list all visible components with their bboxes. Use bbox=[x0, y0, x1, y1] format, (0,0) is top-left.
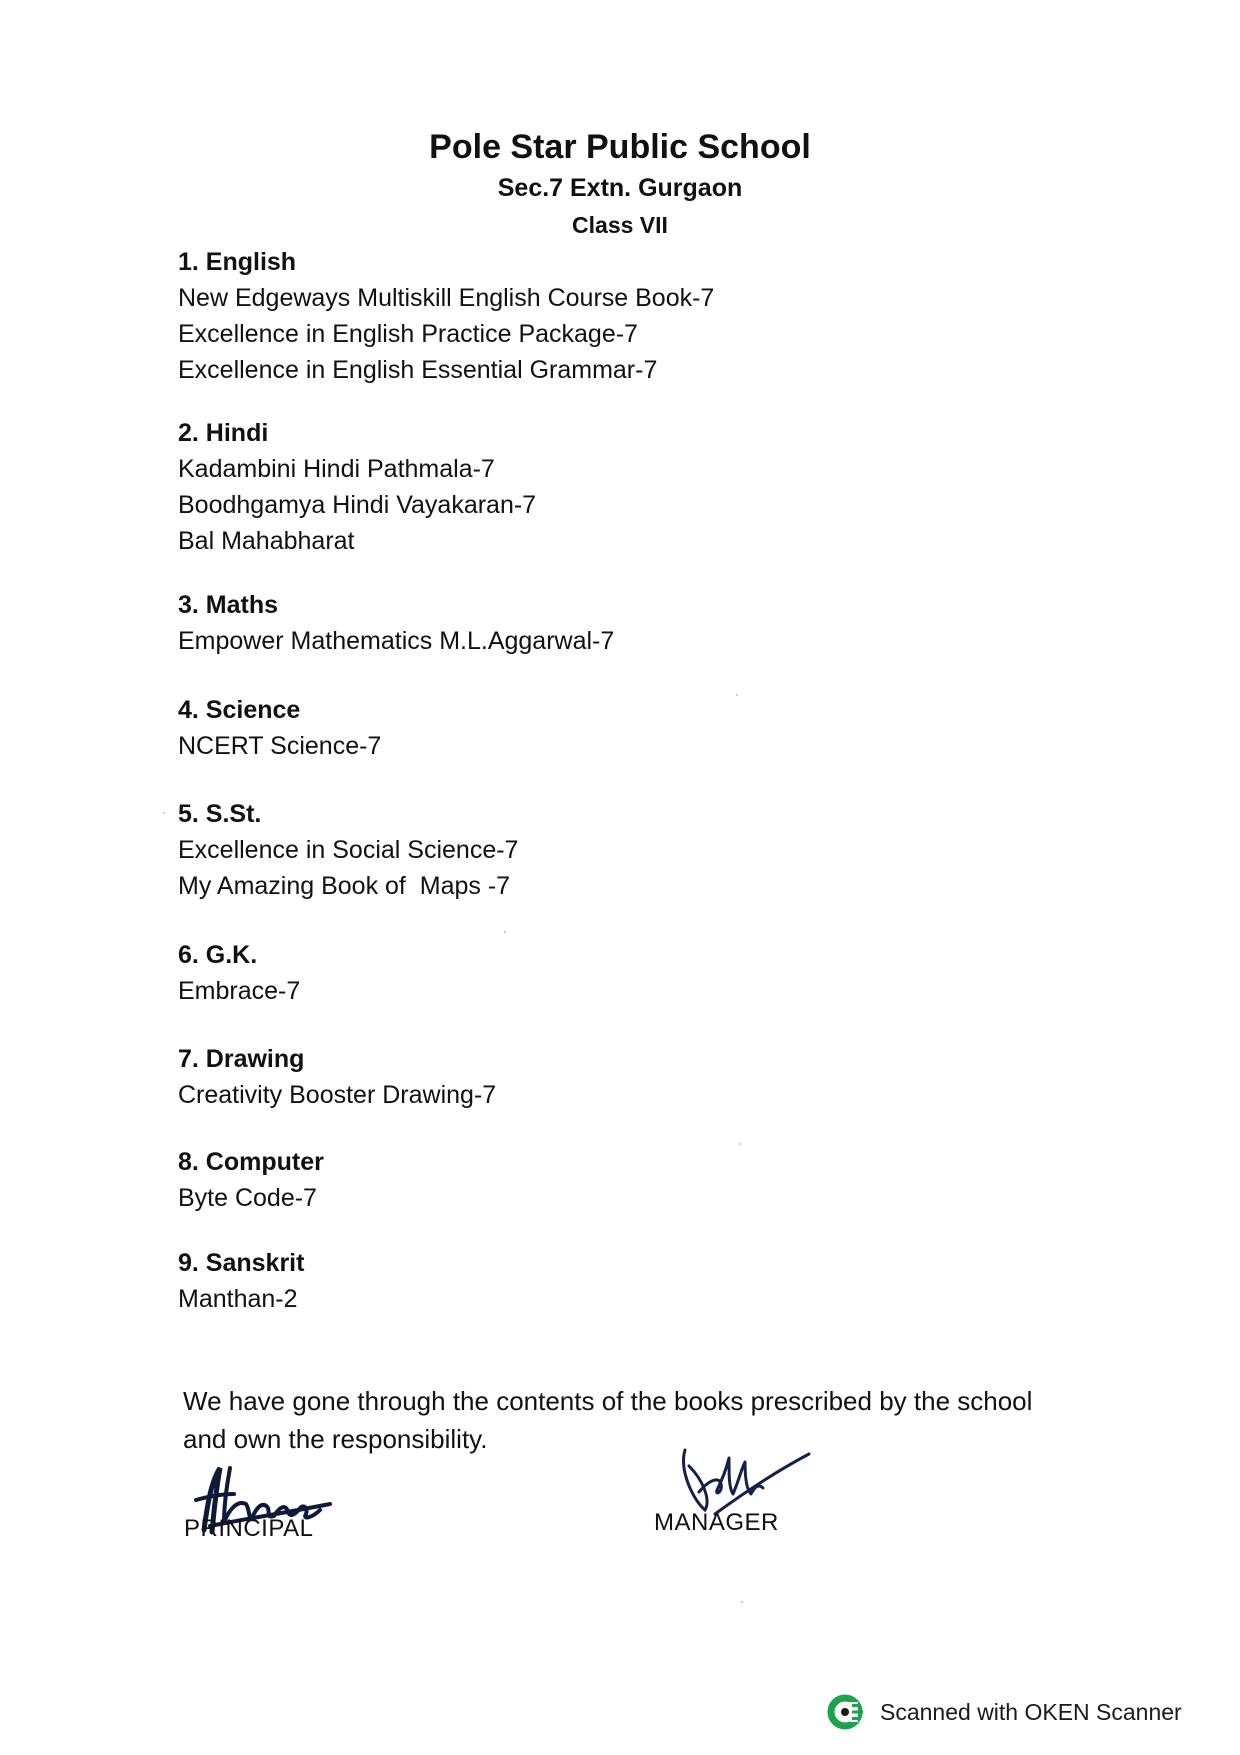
scanner-text: Scanned with OKEN Scanner bbox=[880, 1698, 1182, 1725]
book-title: Kadambini Hindi Pathmala-7 bbox=[178, 455, 495, 483]
book-title: Empower Mathematics M.L.Aggarwal-7 bbox=[178, 627, 615, 655]
subject-heading: 2. Hindi bbox=[178, 419, 269, 447]
book-title: Excellence in English Practice Package-7 bbox=[178, 320, 638, 348]
scanner-watermark bbox=[826, 1690, 1182, 1734]
subject-heading: 4. Science bbox=[178, 696, 301, 724]
declaration-line: and own the responsibility. bbox=[183, 1424, 488, 1454]
book-title: Bal Mahabharat bbox=[178, 527, 355, 555]
scan-speck bbox=[739, 1143, 741, 1145]
declaration-line: We have gone through the contents of the books prescribed by the school bbox=[183, 1386, 1033, 1416]
subject-social-studies bbox=[178, 796, 1078, 904]
manager-signature-mark bbox=[675, 1440, 815, 1520]
subject-heading: 7. Drawing bbox=[178, 1045, 305, 1073]
subject-heading: 9. Sanskrit bbox=[178, 1249, 305, 1277]
class-label: Class VII bbox=[572, 212, 668, 238]
subject-english bbox=[178, 244, 1078, 388]
subject-science bbox=[178, 692, 1078, 764]
oken-scanner-logo-icon bbox=[826, 1692, 866, 1732]
book-title: Creativity Booster Drawing-7 bbox=[178, 1081, 497, 1109]
book-title: My Amazing Book of Maps -7 bbox=[178, 872, 511, 900]
subject-maths bbox=[178, 587, 1078, 659]
book-title: NCERT Science-7 bbox=[178, 732, 382, 760]
book-title: Excellence in English Essential Grammar-7 bbox=[178, 356, 658, 384]
subject-heading: 8. Computer bbox=[178, 1148, 324, 1176]
declaration-text bbox=[183, 1382, 1083, 1458]
book-title: Byte Code-7 bbox=[178, 1184, 317, 1212]
subject-computer bbox=[178, 1144, 1078, 1216]
subject-heading: 5. S.St. bbox=[178, 800, 262, 828]
scan-speck bbox=[504, 931, 506, 933]
school-address: Sec.7 Extn. Gurgaon bbox=[497, 174, 743, 202]
book-title: Boodhgamya Hindi Vayakaran-7 bbox=[178, 491, 537, 519]
principal-label: PRINCIPAL bbox=[184, 1515, 314, 1542]
book-title: Manthan-2 bbox=[178, 1285, 298, 1313]
subject-heading: 3. Maths bbox=[178, 591, 279, 619]
scan-speck bbox=[163, 812, 165, 814]
book-title: New Edgeways Multiskill English Course Book-7 bbox=[178, 284, 715, 312]
subject-heading: 6. G.K. bbox=[178, 941, 258, 969]
scan-speck bbox=[736, 694, 738, 696]
manager-label: MANAGER bbox=[654, 1509, 779, 1536]
subject-sanskrit bbox=[178, 1245, 1078, 1317]
subject-gk bbox=[178, 937, 1078, 1009]
subject-drawing bbox=[178, 1041, 1078, 1113]
subject-hindi bbox=[178, 415, 1078, 559]
book-title: Embrace-7 bbox=[178, 977, 301, 1005]
scan-speck bbox=[741, 1601, 743, 1603]
book-title: Excellence in Social Science-7 bbox=[178, 836, 519, 864]
school-name: Pole Star Public School bbox=[429, 128, 811, 166]
subject-heading: 1. English bbox=[178, 248, 297, 276]
